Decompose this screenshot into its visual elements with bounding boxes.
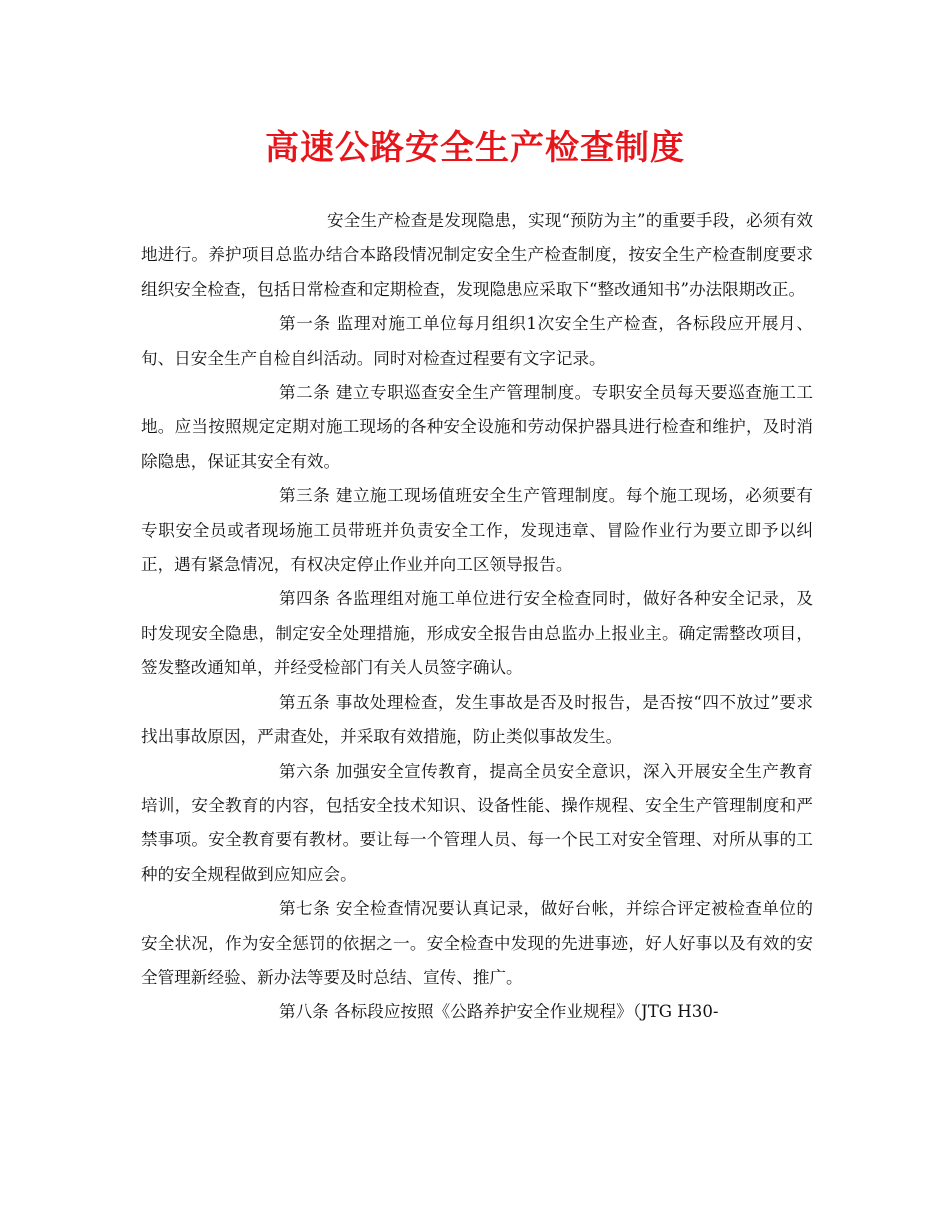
article-3-paragraph: 第三条 建立施工现场值班安全生产管理制度。每个施工现场，必须要有专职安全员或者现场施工员带班并负责安全工作，发现违章、冒险作业行为要立即予以纠正，遇有紧急情况，有权决定停止作业并向工区领导报告。 (141, 486, 813, 575)
article-5-paragraph: 第五条 事故处理检查，发生事故是否及时报告，是否按“四不放过”要求找出事故原因，严肃查处，并采取有效措施，防止类似事故发生。 (141, 692, 813, 747)
article-1-paragraph: 第一条 监理对施工单位每月组织1次安全生产检查，各标段应开展月、旬、日安全生产自检自纠活动。同时对检查过程要有文字记录。 (141, 314, 813, 368)
intro-paragraph: 安全生产检查是发现隐患，实现“预防为主”的重要手段，必须有效地进行。养护项目总监办结合本路段情况制定安全生产检查制度，按安全生产检查制度要求组织安全检查，包括日常检查和定期检查，发现隐患应采取下“整改通知书”办法限期改正。 (141, 211, 813, 299)
article-6-paragraph: 第六条 加强安全宣传教育，提高全员安全意识，深入开展安全生产教育培训，安全教育的内容，包括安全技术知识、设备性能、操作规程、安全生产管理制度和严禁事项。安全教育要有教材。要让每一个管理人员、每一个民工对安全管理、对所从事的工种的安全规程做到应知应会。 (141, 761, 813, 884)
article-2-paragraph: 第二条 建立专职巡查安全生产管理制度。专职安全员每天要巡查施工工地。应当按照规定定期对施工现场的各种安全设施和劳动保护器具进行检查和维护，及时消除隐患，保证其安全有效。 (141, 383, 813, 471)
article-7-paragraph: 第七条 安全检查情况要认真记录，做好台帐，并综合评定被检查单位的安全状况，作为安全惩罚的依据之一。安全检查中发现的先进事迹，好人好事以及有效的安全管理新经验、新办法等要及时总结、宣传、推广。 (141, 899, 813, 987)
document-title: 高速公路安全生产检查制度 (265, 128, 685, 168)
document-body (141, 204, 813, 1030)
article-4-paragraph: 第四条 各监理组对施工单位进行安全检查同时，做好各种安全记录，及时发现安全隐患，制定安全处理措施，形成安全报告由总监办上报业主。确定需整改项目，签发整改通知单，并经受检部门有关人员签字确认。 (141, 589, 813, 678)
article-8-paragraph: 第八条 各标段应按照《公路养护安全作业规程》（JTG H30- (279, 1002, 719, 1022)
